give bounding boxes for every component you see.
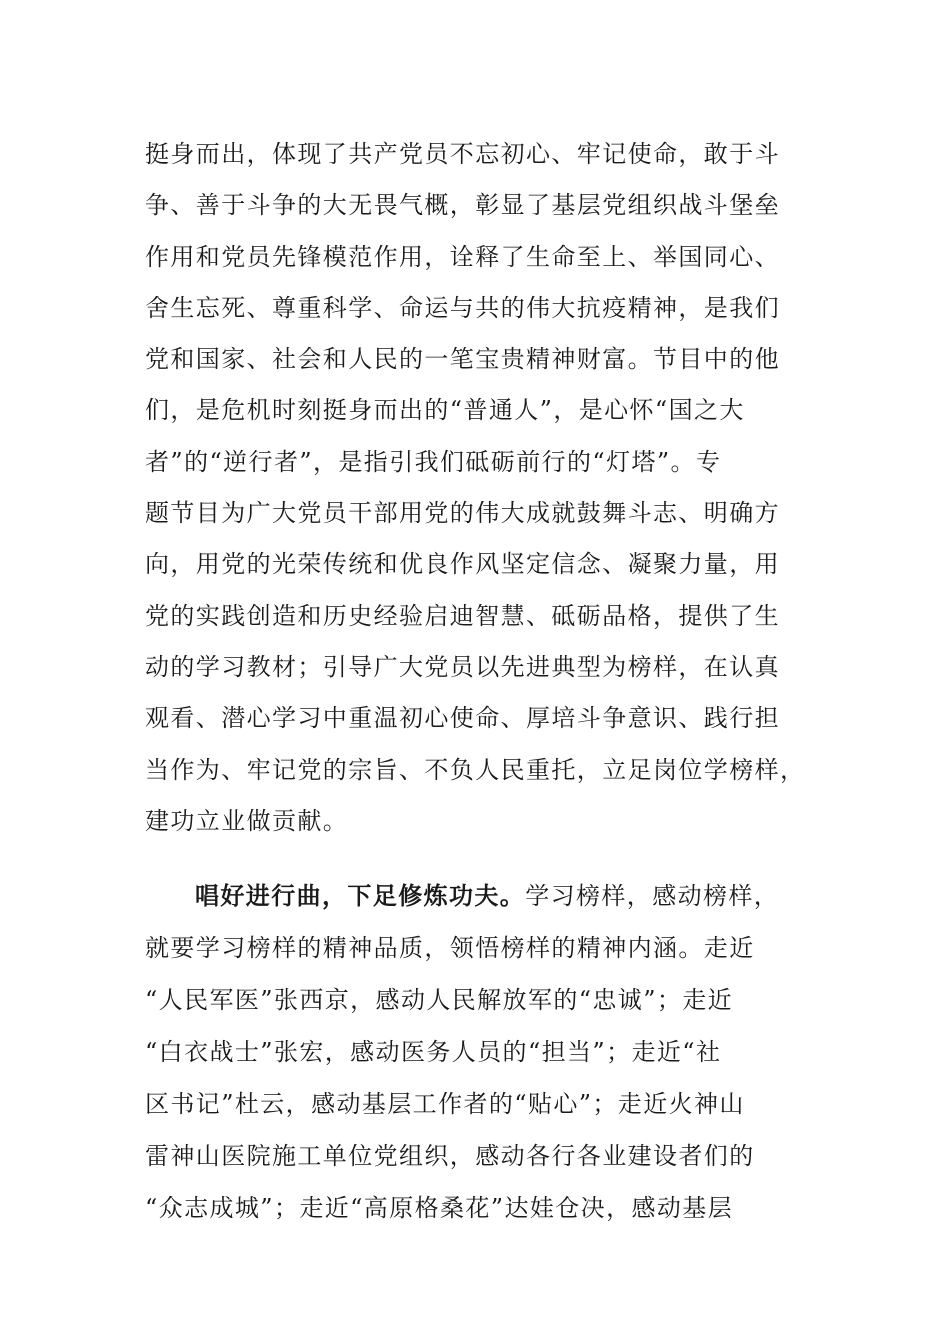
text-line: 雷神山医院施工单位党组织，感动各行各业建设者们的 xyxy=(145,1142,755,1170)
text-line: 建功立业做贡献。 xyxy=(145,806,349,835)
text-line: 挺身而出，体现了共产党员不忘初心、牢记使命，敢于斗 xyxy=(145,140,780,168)
text-line: 题节目为广大党员干部用党的伟大成就鼓舞斗志、明确方 xyxy=(145,499,780,528)
text-line: 动的学习教材；引导广大党员以先进典型为榜样，在认真 xyxy=(145,652,780,681)
text-line: 就要学习榜样的精神品质，领悟榜样的精神内涵。走近 xyxy=(145,934,755,962)
paragraph-2 xyxy=(145,870,805,1234)
text-line: 区书记”杜云，感动基层工作者的“贴心”；走近火神山 xyxy=(145,1090,745,1118)
text-line: “人民军医”张西京，感动人民解放军的“忠诚”；走近 xyxy=(145,986,734,1014)
text-line: 向，用党的光荣传统和优良作风坚定信念、凝聚力量，用 xyxy=(145,550,780,579)
text-line: 作用和党员先锋模范作用，诠释了生命至上、举国同心、 xyxy=(145,242,780,271)
paragraph-first-line xyxy=(145,870,805,922)
text-line: 者”的“逆行者”，是指引我们砥砺前行的“灯塔”。专 xyxy=(145,447,722,476)
text-line: “众志成城”；走近“高原格桑花”达娃仓决，感动基层 xyxy=(145,1194,734,1222)
text-line: 当作为、牢记党的宗旨、不负人民重托，立足岗位学榜样， xyxy=(145,755,806,784)
text-line: 党和国家、社会和人民的一笔宝贵精神财富。节目中的他 xyxy=(145,345,780,374)
text-line: 党的实践创造和历史经验启迪智慧、砥砺品格，提供了生 xyxy=(145,601,780,630)
paragraph-1 xyxy=(145,129,805,847)
text-line: “白衣战士”张宏，感动医务人员的“担当”；走近“社 xyxy=(145,1038,722,1066)
text-line: 争、善于斗争的大无畏气概，彰显了基层党组织战斗堡垒 xyxy=(145,191,780,220)
text-line: 们，是危机时刻挺身而出的“普通人”，是心怀“国之大 xyxy=(145,396,745,425)
paragraph-lead-heading: 唱好进行曲，下足修炼功夫。 xyxy=(195,881,526,910)
text-line: 观看、潜心学习中重温初心使命、厚培斗争意识、践行担 xyxy=(145,704,780,733)
text-line: 舍生忘死、尊重科学、命运与共的伟大抗疫精神，是我们 xyxy=(145,293,780,322)
text-line: 学习榜样，感动榜样， xyxy=(525,882,780,910)
